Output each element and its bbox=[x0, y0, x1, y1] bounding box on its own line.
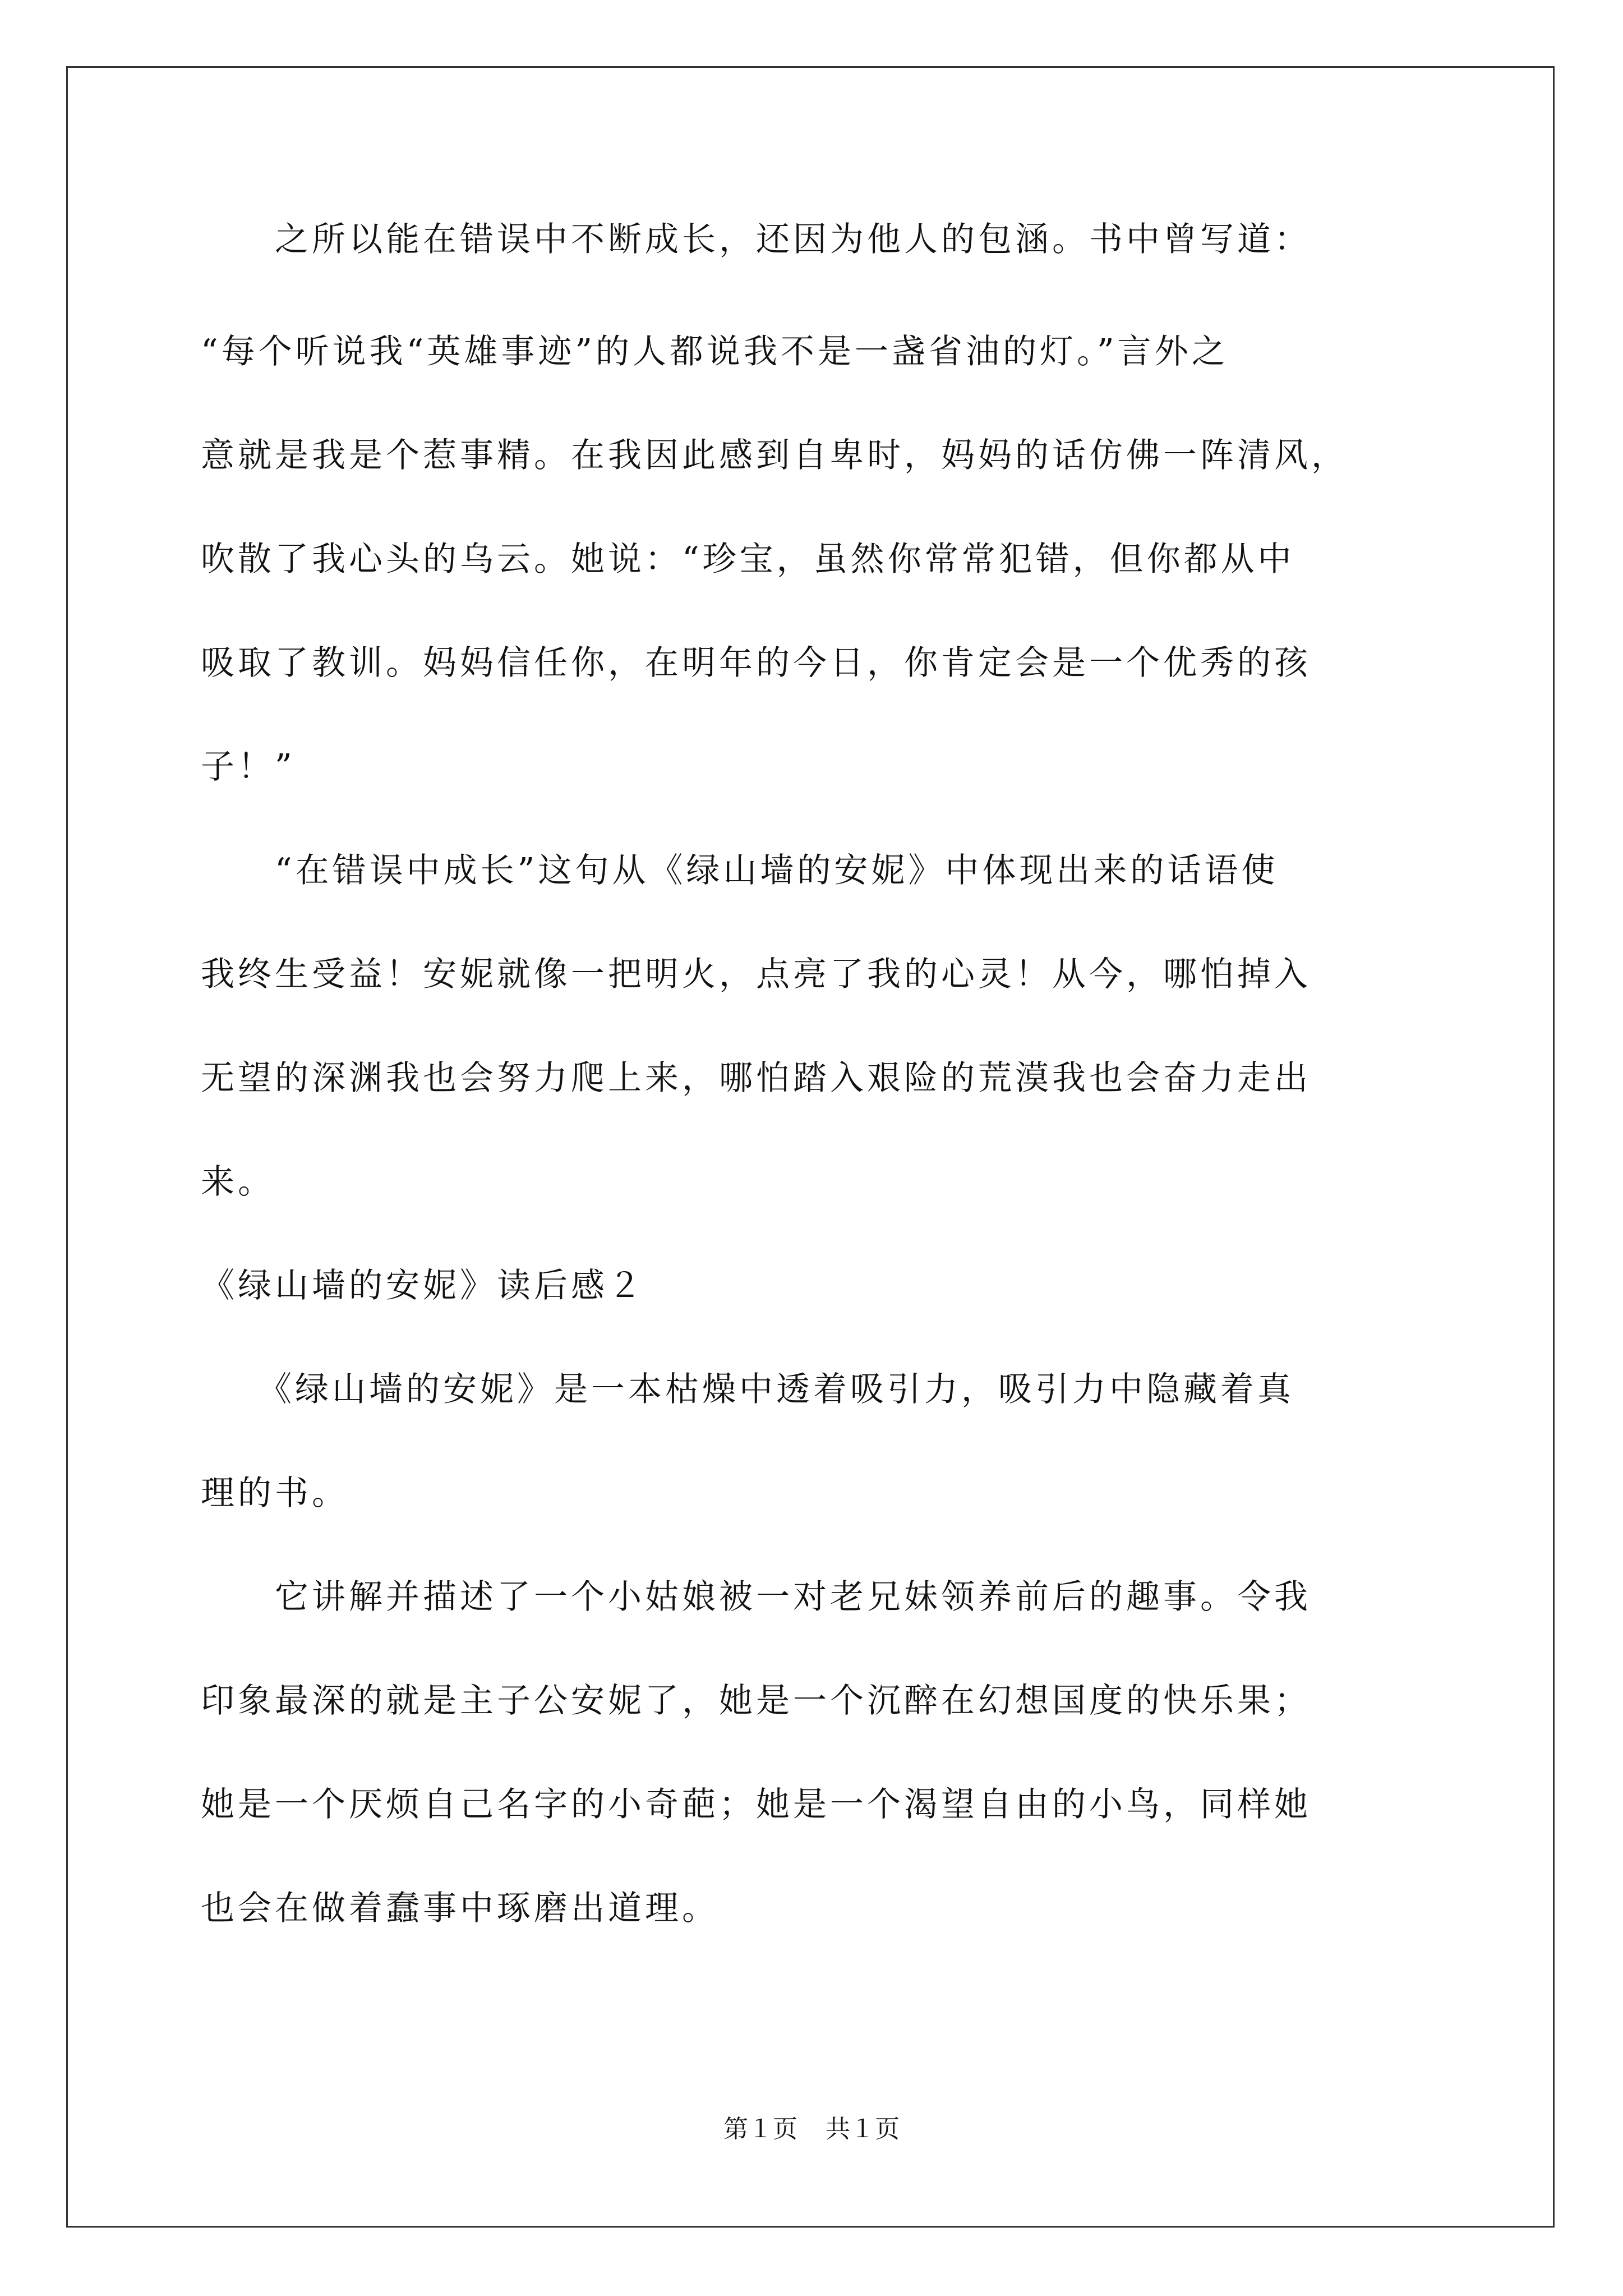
paragraph-line: 无望的深渊我也会努力爬上来，哪怕踏入艰险的荒漠我也会奋力走出 bbox=[201, 1059, 1311, 1098]
paragraph-line: 她是一个厌烦自己名字的小奇葩；她是一个渴望自由的小鸟，同样她 bbox=[201, 1785, 1311, 1824]
page-footer bbox=[0, 2113, 1623, 2146]
paragraph-line: 来。 bbox=[201, 1162, 275, 1202]
page-total: 共１页 bbox=[826, 2115, 900, 2143]
paragraph-line: 吸取了教训。妈妈信任你，在明年的今日，你肯定会是一个优秀的孩 bbox=[201, 643, 1311, 683]
paragraph-line: 吹散了我心头的乌云。她说：“珍宝，虽然你常常犯错，但你都从中 bbox=[201, 540, 1295, 579]
paragraph-line: 它讲解并描述了一个小姑娘被一对老兄妹领养前后的趣事。令我 bbox=[201, 1577, 1311, 1617]
paragraph-line: 我终生受益！安妮就像一把明火，点亮了我的心灵！从今，哪怕掉入 bbox=[201, 955, 1311, 994]
paragraph-line: 《绿山墙的安妮》是一本枯燥中透着吸引力，吸引力中隐藏着真 bbox=[201, 1370, 1294, 1409]
paragraph-line: 也会在做着蠢事中琢磨出道理。 bbox=[201, 1889, 719, 1928]
paragraph-line: 之所以能在错误中不断成长，还因为他人的包涵。书中曾写道： bbox=[201, 220, 1311, 259]
paragraph-line: 理的书。 bbox=[201, 1474, 349, 1513]
paragraph-line: “每个听说我“英雄事迹”的人都说我不是一盏省油的灯。”言外之 bbox=[201, 332, 1229, 371]
page-number: 第１页 bbox=[723, 2115, 797, 2143]
section-heading: 《绿山墙的安妮》读后感２ bbox=[201, 1266, 645, 1305]
paragraph-line: “在错误中成长”这句从《绿山墙的安妮》中体现出来的话语使 bbox=[201, 851, 1279, 890]
paragraph-line: 印象最深的就是主子公安妮了，她是一个沉醉在幻想国度的快乐果； bbox=[201, 1681, 1311, 1720]
paragraph-line: 子！” bbox=[201, 747, 296, 786]
paragraph-line: 意就是我是个惹事精。在我因此感到自卑时，妈妈的话仿佛一阵清风， bbox=[201, 436, 1348, 475]
